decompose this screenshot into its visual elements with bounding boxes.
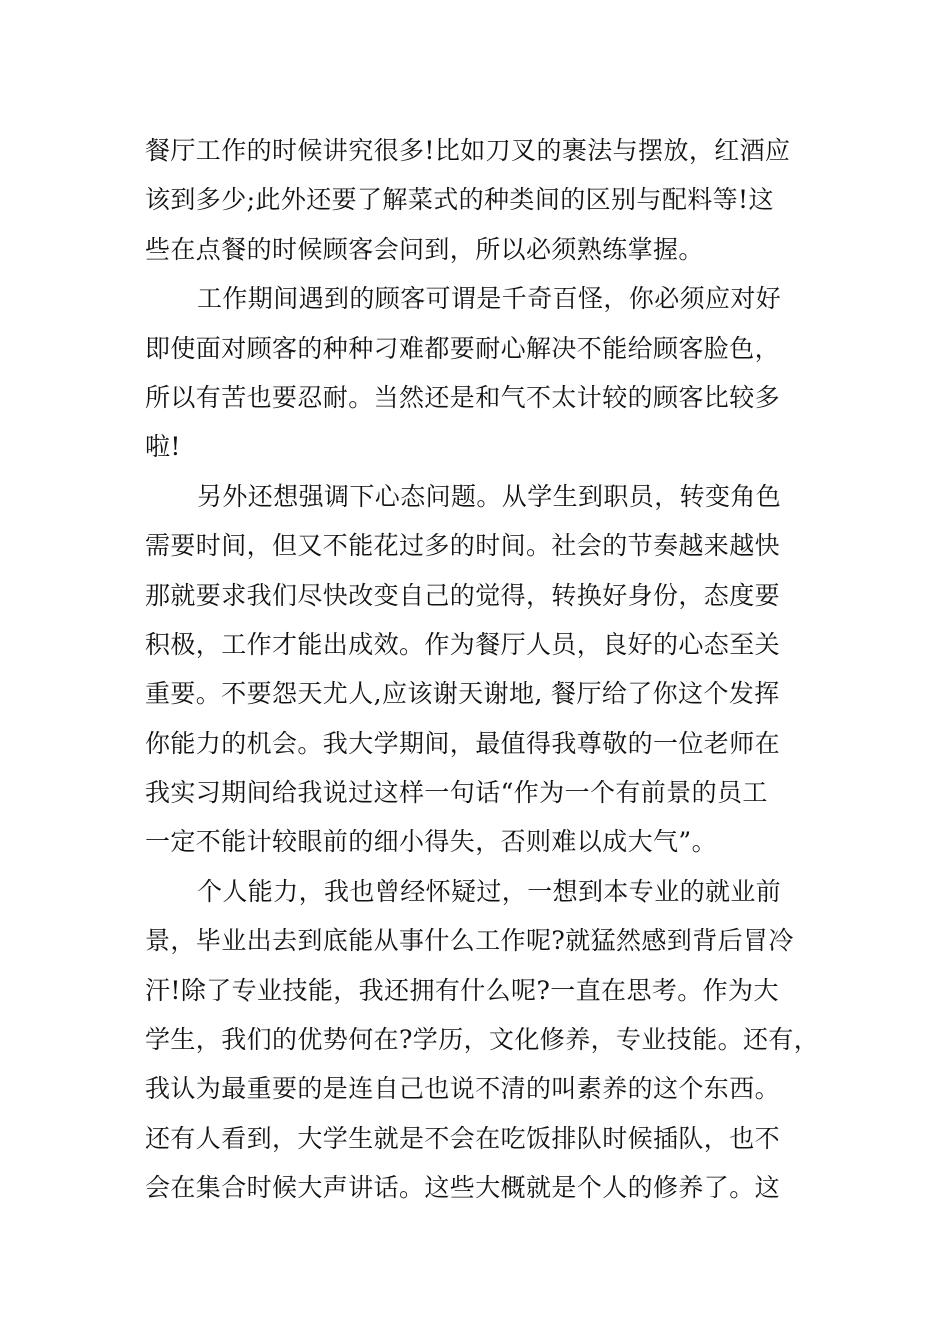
text-line: 我认为最重要的是连自己也说不清的叫素养的这个东西。 [145, 1074, 781, 1104]
text-line: 该到多少;此外还要了解菜式的种类间的区别与配料等!这 [145, 185, 774, 215]
text-line: 即使面对顾客的种种刁难都要耐心解决不能给顾客脸色， [145, 333, 781, 363]
paragraph-first-line: 另外还想强调下心态问题。从学生到职员，转变角色 [197, 481, 782, 511]
text-line: 餐厅工作的时候讲究很多!比如刀叉的裹法与摆放，红酒应 [145, 136, 791, 165]
paragraph-first-line: 工作期间遇到的顾客可谓是千奇百怪，你必须应对好 [197, 284, 782, 314]
text-line: 汗!除了专业技能，我还拥有什么呢?一直在思考。作为大 [145, 975, 779, 1005]
text-line: 积极，工作才能出成效。作为餐厅人员，良好的心态至关 [145, 629, 781, 659]
text-line: 啦! [145, 432, 181, 462]
text-line: 所以有苦也要忍耐。当然还是和气不太计较的顾客比较多 [145, 382, 781, 412]
paragraph-first-line: 个人能力，我也曾经怀疑过，一想到本专业的就业前 [197, 876, 782, 906]
text-line: 那就要求我们尽快改变自己的觉得，转换好身份，态度要 [145, 580, 781, 610]
text-line: 些在点餐的时候顾客会问到，所以必须熟练掌握。 [145, 234, 704, 264]
text-line: 重要。不要怨天尤人,应该谢天谢地, 餐厅给了你这个发挥 [145, 679, 780, 709]
text-line: 还有人看到，大学生就是不会在吃饭排队时候插队，也不 [145, 1123, 781, 1153]
text-line: 景，毕业出去到底能从事什么工作呢?就猛然感到背后冒冷 [145, 926, 794, 956]
text-line: 会在集合时候大声讲话。这些大概就是个人的修养了。这 [145, 1173, 781, 1203]
text-line: 一定不能计较眼前的细小得失，否则难以成大气”。 [145, 827, 717, 857]
text-line: 需要时间，但又不能花过多的时间。社会的节奏越来越快 [145, 531, 781, 561]
text-line: 我实习期间给我说过这样一句话“作为一个有前景的员工 [145, 778, 768, 808]
text-line: 学生，我们的优势何在?学历，文化修养，专业技能。还有， [145, 1025, 820, 1055]
text-line: 你能力的机会。我大学期间，最值得我尊敬的一位老师在 [145, 728, 781, 758]
body-text [145, 126, 820, 1213]
